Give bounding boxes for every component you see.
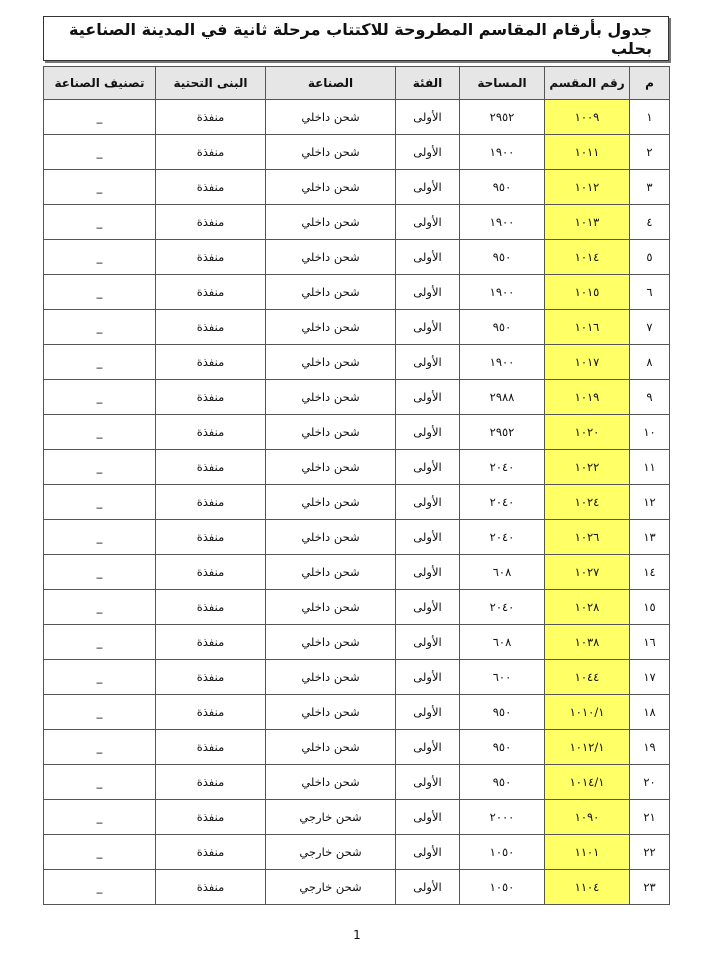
cell-industry: شحن داخلي <box>266 170 396 205</box>
cell-classification: _ <box>44 520 156 555</box>
cell-plot-number: ١٠١٣ <box>545 205 630 240</box>
cell-num: ١٠ <box>630 415 670 450</box>
cell-plot-number: ١٠١٤/١ <box>545 765 630 800</box>
cell-classification: _ <box>44 310 156 345</box>
table-header <box>44 67 670 100</box>
cell-plot-number: ١٠٣٨ <box>545 625 630 660</box>
cell-industry: شحن داخلي <box>266 310 396 345</box>
cell-num: ٢٣ <box>630 870 670 905</box>
cell-infrastructure: منفذة <box>156 240 266 275</box>
plots-table <box>43 66 670 905</box>
cell-industry: شحن داخلي <box>266 205 396 240</box>
table-row <box>44 800 670 835</box>
cell-num: ١١ <box>630 450 670 485</box>
cell-area: ١٠٥٠ <box>460 835 545 870</box>
cell-category: الأولى <box>396 205 460 240</box>
cell-infrastructure: منفذة <box>156 660 266 695</box>
cell-category: الأولى <box>396 450 460 485</box>
cell-classification: _ <box>44 625 156 660</box>
cell-infrastructure: منفذة <box>156 170 266 205</box>
cell-num: ٢٠ <box>630 765 670 800</box>
cell-num: ٣ <box>630 170 670 205</box>
cell-plot-number: ١٠١٠/١ <box>545 695 630 730</box>
cell-num: ٨ <box>630 345 670 380</box>
cell-classification: _ <box>44 100 156 135</box>
cell-industry: شحن داخلي <box>266 450 396 485</box>
cell-infrastructure: منفذة <box>156 695 266 730</box>
cell-category: الأولى <box>396 485 460 520</box>
table-row <box>44 240 670 275</box>
cell-industry: شحن خارجي <box>266 870 396 905</box>
cell-industry: شحن داخلي <box>266 240 396 275</box>
cell-infrastructure: منفذة <box>156 100 266 135</box>
cell-infrastructure: منفذة <box>156 310 266 345</box>
cell-area: ١٩٠٠ <box>460 275 545 310</box>
cell-plot-number: ١٠١٧ <box>545 345 630 380</box>
table-row <box>44 415 670 450</box>
table-row <box>44 275 670 310</box>
cell-category: الأولى <box>396 380 460 415</box>
cell-industry: شحن داخلي <box>266 100 396 135</box>
cell-category: الأولى <box>396 765 460 800</box>
cell-num: ٥ <box>630 240 670 275</box>
cell-classification: _ <box>44 170 156 205</box>
cell-area: ٢٩٥٢ <box>460 415 545 450</box>
header-row <box>44 67 670 100</box>
cell-classification: _ <box>44 555 156 590</box>
cell-area: ٢٠٤٠ <box>460 520 545 555</box>
cell-category: الأولى <box>396 135 460 170</box>
cell-industry: شحن داخلي <box>266 590 396 625</box>
cell-plot-number: ١٠١٤ <box>545 240 630 275</box>
cell-classification: _ <box>44 800 156 835</box>
table-row <box>44 520 670 555</box>
cell-plot-number: ١٠٢٦ <box>545 520 630 555</box>
cell-classification: _ <box>44 730 156 765</box>
cell-classification: _ <box>44 870 156 905</box>
cell-infrastructure: منفذة <box>156 730 266 765</box>
cell-area: ٢٠٤٠ <box>460 590 545 625</box>
cell-category: الأولى <box>396 730 460 765</box>
cell-infrastructure: منفذة <box>156 205 266 240</box>
cell-classification: _ <box>44 415 156 450</box>
cell-classification: _ <box>44 345 156 380</box>
cell-category: الأولى <box>396 345 460 380</box>
cell-plot-number: ١٠١٩ <box>545 380 630 415</box>
cell-area: ٢٩٥٢ <box>460 100 545 135</box>
cell-category: الأولى <box>396 100 460 135</box>
header-industry: الصناعة <box>266 67 396 100</box>
cell-industry: شحن داخلي <box>266 730 396 765</box>
cell-industry: شحن داخلي <box>266 380 396 415</box>
cell-category: الأولى <box>396 660 460 695</box>
cell-classification: _ <box>44 695 156 730</box>
table-row <box>44 380 670 415</box>
cell-area: ٩٥٠ <box>460 730 545 765</box>
cell-area: ٩٥٠ <box>460 765 545 800</box>
cell-area: ٢٩٨٨ <box>460 380 545 415</box>
cell-industry: شحن داخلي <box>266 765 396 800</box>
cell-classification: _ <box>44 275 156 310</box>
cell-classification: _ <box>44 135 156 170</box>
cell-classification: _ <box>44 590 156 625</box>
cell-plot-number: ١٠٢٠ <box>545 415 630 450</box>
cell-plot-number: ١٠٠٩ <box>545 100 630 135</box>
cell-infrastructure: منفذة <box>156 345 266 380</box>
cell-area: ٩٥٠ <box>460 170 545 205</box>
cell-area: ٩٥٠ <box>460 310 545 345</box>
cell-area: ٩٥٠ <box>460 240 545 275</box>
cell-infrastructure: منفذة <box>156 415 266 450</box>
cell-industry: شحن داخلي <box>266 415 396 450</box>
cell-infrastructure: منفذة <box>156 275 266 310</box>
table-row <box>44 485 670 520</box>
cell-industry: شحن داخلي <box>266 660 396 695</box>
cell-plot-number: ١١٠١ <box>545 835 630 870</box>
table-row <box>44 170 670 205</box>
table-row <box>44 310 670 345</box>
page-title: جدول بأرقام المقاسم المطروحة للاكتتاب مرحلة ثانية في المدينة الصناعية بحلب <box>69 19 652 58</box>
cell-area: ٦٠٨ <box>460 625 545 660</box>
cell-classification: _ <box>44 835 156 870</box>
cell-num: ٦ <box>630 275 670 310</box>
cell-num: ١٣ <box>630 520 670 555</box>
cell-classification: _ <box>44 240 156 275</box>
table-row <box>44 625 670 660</box>
cell-industry: شحن داخلي <box>266 135 396 170</box>
cell-category: الأولى <box>396 625 460 660</box>
table-row <box>44 590 670 625</box>
cell-area: ١٩٠٠ <box>460 205 545 240</box>
table-row <box>44 730 670 765</box>
cell-num: ١٧ <box>630 660 670 695</box>
table-row <box>44 450 670 485</box>
cell-industry: شحن داخلي <box>266 625 396 660</box>
table-row <box>44 100 670 135</box>
cell-infrastructure: منفذة <box>156 870 266 905</box>
table-row <box>44 135 670 170</box>
cell-infrastructure: منفذة <box>156 835 266 870</box>
cell-plot-number: ١٠١١ <box>545 135 630 170</box>
table-body <box>44 100 670 905</box>
cell-infrastructure: منفذة <box>156 800 266 835</box>
table-row <box>44 695 670 730</box>
document-sheet <box>43 16 669 905</box>
cell-num: ٧ <box>630 310 670 345</box>
cell-num: ٩ <box>630 380 670 415</box>
cell-area: ١٠٥٠ <box>460 870 545 905</box>
header-infrastructure: البنى التحتية <box>156 67 266 100</box>
cell-category: الأولى <box>396 590 460 625</box>
table-row <box>44 205 670 240</box>
cell-industry: شحن داخلي <box>266 345 396 380</box>
cell-industry: شحن داخلي <box>266 485 396 520</box>
cell-num: ٤ <box>630 205 670 240</box>
cell-category: الأولى <box>396 520 460 555</box>
cell-industry: شحن خارجي <box>266 800 396 835</box>
table-row <box>44 660 670 695</box>
cell-plot-number: ١٠١٥ <box>545 275 630 310</box>
cell-area: ٢٠٤٠ <box>460 485 545 520</box>
cell-num: ١٩ <box>630 730 670 765</box>
cell-plot-number: ١٠٢٧ <box>545 555 630 590</box>
cell-classification: _ <box>44 485 156 520</box>
cell-area: ٩٥٠ <box>460 695 545 730</box>
cell-plot-number: ١٠١٦ <box>545 310 630 345</box>
cell-infrastructure: منفذة <box>156 485 266 520</box>
cell-classification: _ <box>44 660 156 695</box>
header-area: المساحة <box>460 67 545 100</box>
cell-classification: _ <box>44 450 156 485</box>
cell-num: ١٦ <box>630 625 670 660</box>
cell-plot-number: ١٠٤٤ <box>545 660 630 695</box>
cell-plot-number: ١٠١٢/١ <box>545 730 630 765</box>
cell-infrastructure: منفذة <box>156 135 266 170</box>
cell-area: ٢٠٠٠ <box>460 800 545 835</box>
cell-area: ٢٠٤٠ <box>460 450 545 485</box>
cell-industry: شحن داخلي <box>266 520 396 555</box>
cell-num: ٢١ <box>630 800 670 835</box>
cell-plot-number: ١١٠٤ <box>545 870 630 905</box>
cell-industry: شحن خارجي <box>266 835 396 870</box>
table-row <box>44 835 670 870</box>
cell-infrastructure: منفذة <box>156 555 266 590</box>
cell-area: ٦٠٨ <box>460 555 545 590</box>
cell-classification: _ <box>44 205 156 240</box>
cell-category: الأولى <box>396 870 460 905</box>
cell-num: ١٤ <box>630 555 670 590</box>
cell-classification: _ <box>44 765 156 800</box>
cell-category: الأولى <box>396 275 460 310</box>
cell-category: الأولى <box>396 835 460 870</box>
cell-category: الأولى <box>396 695 460 730</box>
cell-classification: _ <box>44 380 156 415</box>
page-number: 1 <box>353 928 361 942</box>
cell-area: ١٩٠٠ <box>460 135 545 170</box>
cell-plot-number: ١٠٢٤ <box>545 485 630 520</box>
cell-infrastructure: منفذة <box>156 380 266 415</box>
cell-num: ٢٢ <box>630 835 670 870</box>
cell-num: ١٨ <box>630 695 670 730</box>
cell-area: ١٩٠٠ <box>460 345 545 380</box>
cell-area: ٦٠٠ <box>460 660 545 695</box>
cell-industry: شحن داخلي <box>266 275 396 310</box>
cell-infrastructure: منفذة <box>156 590 266 625</box>
header-num: م <box>630 67 670 100</box>
table-row <box>44 870 670 905</box>
cell-category: الأولى <box>396 415 460 450</box>
cell-category: الأولى <box>396 310 460 345</box>
title-box <box>43 16 669 61</box>
cell-plot-number: ١٠١٢ <box>545 170 630 205</box>
cell-plot-number: ١٠٢٢ <box>545 450 630 485</box>
cell-infrastructure: منفذة <box>156 765 266 800</box>
cell-infrastructure: منفذة <box>156 625 266 660</box>
cell-category: الأولى <box>396 800 460 835</box>
cell-num: ١٢ <box>630 485 670 520</box>
table-row <box>44 345 670 380</box>
cell-infrastructure: منفذة <box>156 450 266 485</box>
header-industry-classification: تصنيف الصناعة <box>44 67 156 100</box>
cell-industry: شحن داخلي <box>266 695 396 730</box>
cell-industry: شحن داخلي <box>266 555 396 590</box>
cell-plot-number: ١٠٢٨ <box>545 590 630 625</box>
cell-infrastructure: منفذة <box>156 520 266 555</box>
cell-num: ١٥ <box>630 590 670 625</box>
cell-category: الأولى <box>396 240 460 275</box>
cell-category: الأولى <box>396 555 460 590</box>
cell-num: ١ <box>630 100 670 135</box>
cell-num: ٢ <box>630 135 670 170</box>
table-row <box>44 555 670 590</box>
table-row <box>44 765 670 800</box>
header-plot-number: رقم المقسم <box>545 67 630 100</box>
header-category: الفئة <box>396 67 460 100</box>
cell-category: الأولى <box>396 170 460 205</box>
cell-plot-number: ١٠٩٠ <box>545 800 630 835</box>
